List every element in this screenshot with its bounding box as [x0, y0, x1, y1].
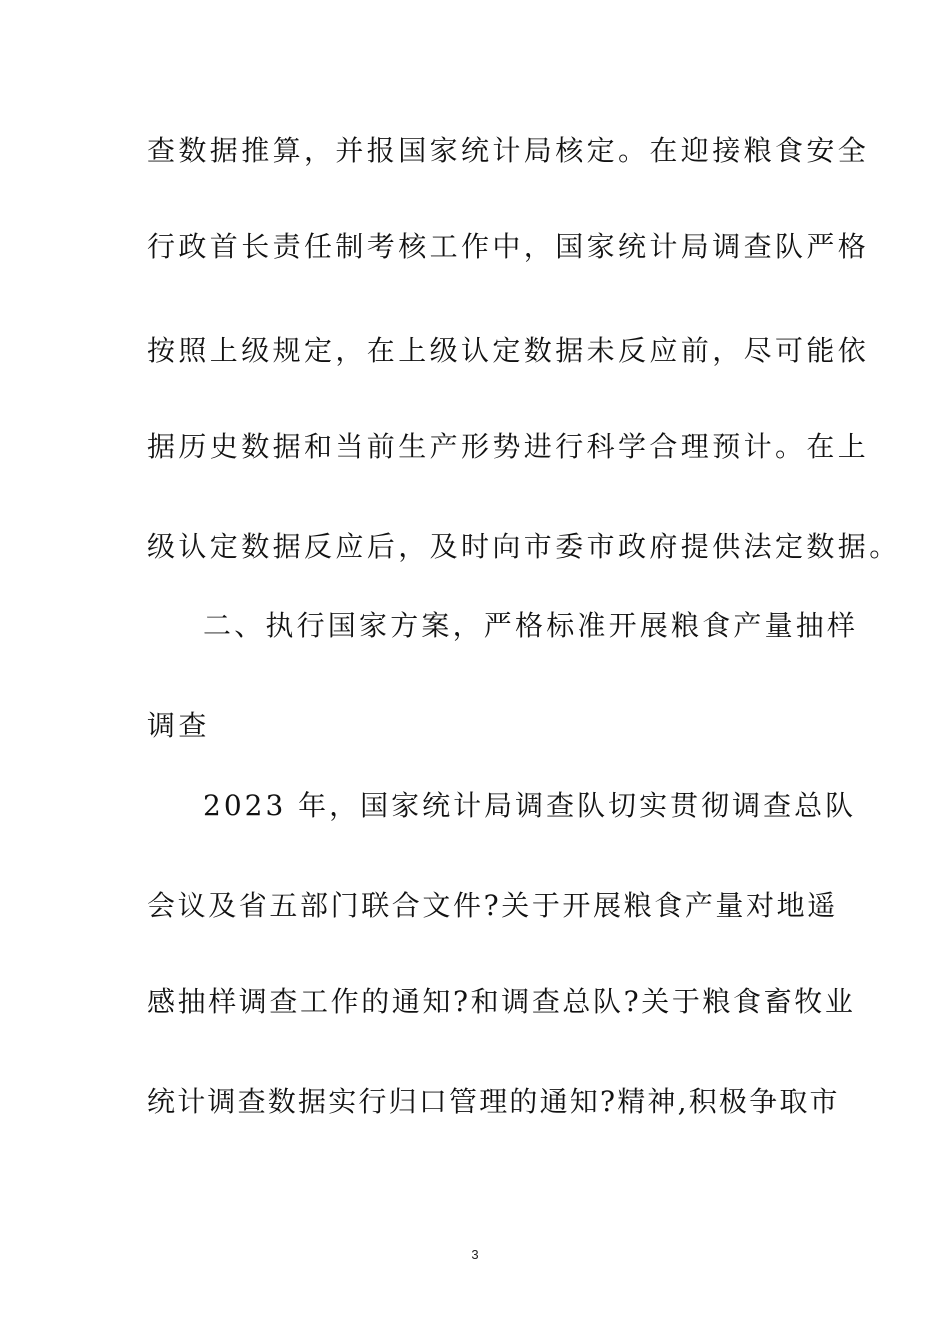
text-line: 会议及省五部门联合文件?关于开展粮食产量对地遥 [147, 889, 838, 922]
paragraph-start: 2023 年，国家统计局调查队切实贯彻调查总队 [203, 789, 857, 822]
text-line: 查数据推算，并报国家统计局核定。在迎接粮食安全 [147, 134, 870, 167]
text-line: 行政首长责任制考核工作中，国家统计局调查队严格 [147, 230, 870, 263]
text-line: 感抽样调查工作的通知?和调查总队?关于粮食畜牧业 [147, 985, 856, 1018]
text-line: 按照上级规定，在上级认定数据未反应前，尽可能依 [147, 334, 870, 367]
section-heading: 二、执行国家方案，严格标准开展粮食产量抽样 [203, 609, 859, 642]
text-line: 据历史数据和当前生产形势进行科学合理预计。在上 [147, 430, 870, 463]
section-heading-continued: 调查 [147, 709, 210, 742]
text-line: 统计调查数据实行归口管理的通知?精神,积极争取市 [147, 1085, 840, 1118]
page-number: 3 [471, 1247, 479, 1262]
text-line: 级认定数据反应后，及时向市委市政府提供法定数据。 [147, 530, 901, 563]
